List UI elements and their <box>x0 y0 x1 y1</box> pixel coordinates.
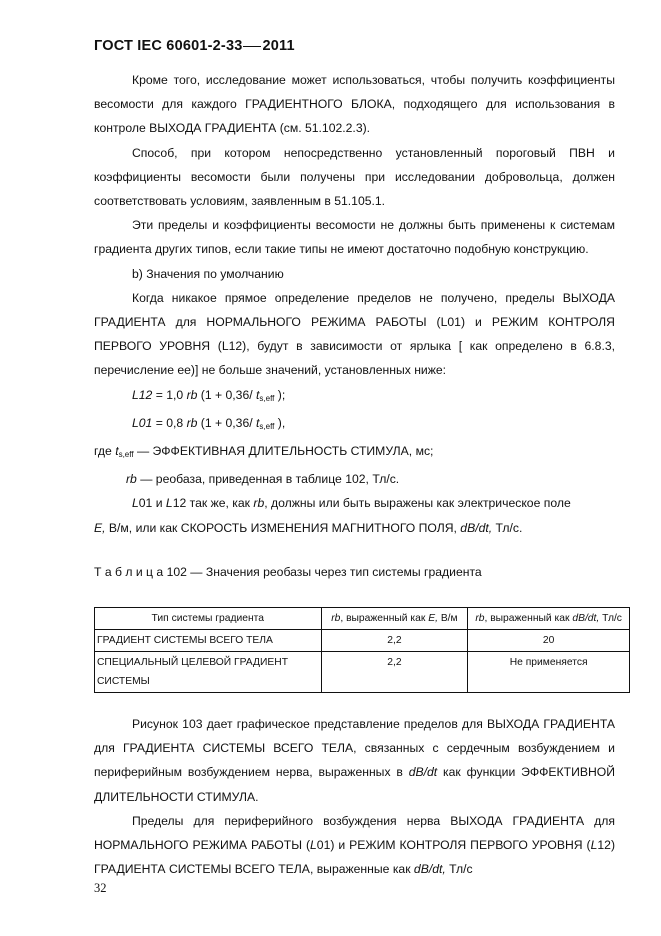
table-cell: Не применяется <box>468 652 630 693</box>
table-caption: Т а б л и ц а 102 — Значения реобазы через тип системы градиента <box>94 565 482 579</box>
paragraph-5-line-1: L01 и L12 так же, как rb, должны или быть выражены как электрическое поле <box>132 496 571 511</box>
paragraph-5-line-2: E, В/м, или как СКОРОСТЬ ИЗМЕНЕНИЯ МАГНИТНОГО ПОЛЯ, dB/dt, Тл/с. <box>94 520 523 535</box>
table-row <box>95 630 630 652</box>
definition-teff: где $t_{s,eff}$ — ЭФФЕКТИВНАЯ ДЛИТЕЛЬНОСТЬ СТИМУЛА, мс; <box>94 444 434 460</box>
table-cell: СПЕЦИАЛЬНЫЙ ЦЕЛЕВОЙ ГРАДИЕНТ СИСТЕМЫ <box>95 652 322 693</box>
paragraph-2: Способ, при котором непосредственно установленный пороговый ПВН и коэффициенты весомости были получены при исследовании добровольца, должен соответствовать условиям, заявленным в 51.105.1. <box>94 145 615 209</box>
header-cell-e: rb, выраженный как E, В/м <box>321 608 468 630</box>
table-cell: 2,2 <box>321 652 468 693</box>
header-cell-dbdt: rb, выраженный как dB/dt, Тл/с <box>468 608 630 630</box>
table-cell: 20 <box>468 630 630 652</box>
header-standard: ГОСТ IEC 60601-2-33 <box>94 38 243 54</box>
subheading-defaults: b) Значения по умолчанию <box>132 266 284 281</box>
header-year: 2011 <box>262 38 295 54</box>
page-header <box>94 38 295 54</box>
table-row <box>95 652 630 693</box>
header-cell-type: Тип системы градиента <box>95 608 322 630</box>
paragraph-7: Пределы для периферийного возбуждения нерва ВЫХОДА ГРАДИЕНТА для НОРМАЛЬНОГО РЕЖИМА РАБОТЫ (L01) и РЕЖИМ КОНТРОЛЯ ПЕРВОГО УРОВНЯ (L12) ГРАДИЕНТА СИСТЕМЫ ВСЕГО ТЕЛА, выраженные как dB/dt, Тл/с <box>94 813 616 877</box>
definition-rb: rb — реобаза, приведенная в таблице 102, Тл/с. <box>126 472 400 487</box>
main-text <box>94 68 615 540</box>
table-cell: ГРАДИЕНТ СИСТЕМЫ ВСЕГО ТЕЛА <box>95 630 322 652</box>
paragraph-1: Кроме того, исследование может использоваться, чтобы получить коэффициенты весомости для каждого ГРАДИЕНТНОГО БЛОКА, подходящего для использования в контроле ВЫХОДА ГРАДИЕНТА (см. 51.102.2.3). <box>94 73 615 136</box>
table-cell: 2,2 <box>321 630 468 652</box>
paragraph-6: Рисунок 103 дает графическое представление пределов для ВЫХОДА ГРАДИЕНТА для ГРАДИЕНТА СИСТЕМЫ ВСЕГО ТЕЛА, связанных с сердечным возбуждением и периферийным возбуждением нерва, выраженных в dB/dt как функции ЭФФЕКТИВНОЙ ДЛИТЕЛЬНОСТИ СТИМУЛА. <box>94 717 615 804</box>
main-text-continued <box>94 712 615 881</box>
paragraph-4: Когда никакое прямое определение пределов не получено, пределы ВЫХОДА ГРАДИЕНТА для НОРМАЛЬНОГО РЕЖИМА РАБОТЫ (L01) и РЕЖИМ КОНТРОЛЯ ПЕРВОГО УРОВНЯ (L12), будут в зависимости от ярлыка [ как определено в 6.8.3, перечисление ее)] не больше значений, установленных ниже: <box>94 290 615 378</box>
header-dash <box>243 46 261 47</box>
formula-l12: L12 = 1,0 rb (1 + 0,36/ $t_{s,eff}$ ); <box>132 387 286 403</box>
rheobase-table <box>94 607 630 693</box>
formula-l01: L01 = 0,8 rb (1 + 0,36/ $t_{s,eff}$ ), <box>132 415 286 431</box>
paragraph-3: Эти пределы и коэффициенты весомости не должны быть применены к системам градиента других типов, если такие типы не имеют достаточно подобную конструкцию. <box>94 218 615 257</box>
page-number: 32 <box>94 881 107 895</box>
table-header-row <box>95 608 630 630</box>
